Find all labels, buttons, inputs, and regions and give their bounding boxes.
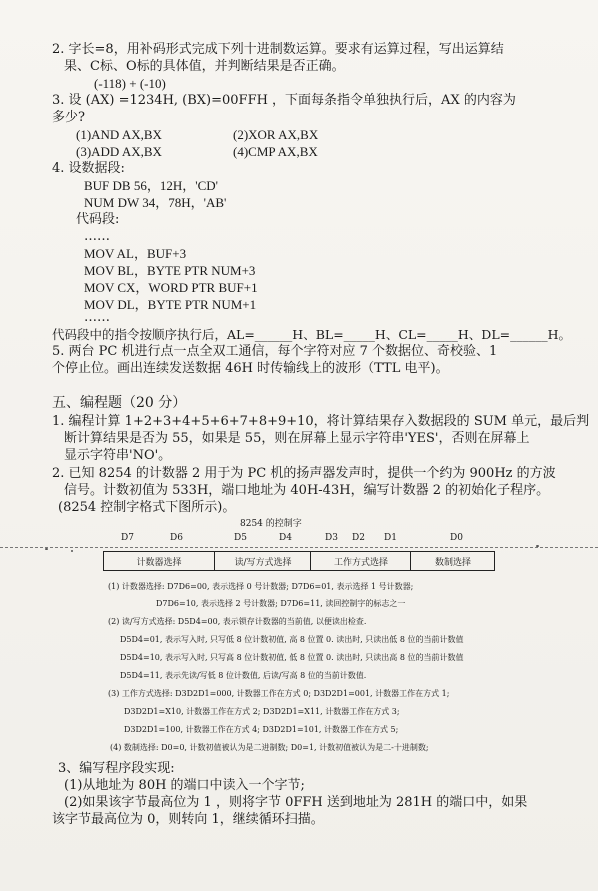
bit-label-d3: D3 (325, 533, 338, 543)
q3-option-4: (4)CMP AX,BX (233, 144, 318, 159)
field-counter-select: 计数器选择 (136, 557, 182, 568)
q4-title: 4. 设数据段: (52, 161, 125, 176)
note-1b: D7D6=10, 表示选择 2 号计数器; D7D6=11, 读回控制字的标志之一 (156, 599, 406, 608)
p3-title: 3、编写程序段实现: (58, 761, 175, 776)
q3-line-1: 3. 设 (AX) =1234H, (BX)=00FFH ，下面每条指令单独执行后，AX 的内容为 (52, 93, 516, 108)
note-4: (4) 数制选择: D0=0, 计数初值被认为是二进制数; D0=1, 计数初值被认为是二-十进制数; (110, 743, 429, 752)
note-2d: D5D4=11, 表示先读/写低 8 位计数值, 后读/写高 8 位的当前计数值. (120, 671, 367, 680)
q4-instr-2: MOV BL，BYTE PTR NUM+3 (84, 263, 256, 278)
field-rw-mode: 读/写方式选择 (214, 552, 311, 570)
scan-speck (536, 545, 539, 547)
scan-fold-line (0, 547, 598, 548)
q2-line-2: 果、C标、O标的具体值，并判断结果是否正确。 (64, 59, 345, 74)
q3-option-2: (2)XOR AX,BX (233, 127, 319, 142)
q5-line-1: 5. 两台 PC 机进行点一点全双工通信，每个字符对应 7 个数据位、奇校验、1 (52, 344, 498, 359)
p1-line-2: 断计算结果是否为 55，如果是 55，则在屏幕上显示字符串'YES'，否则在屏幕上 (64, 431, 530, 446)
p1-line-3: 显示字符串'NO'。 (64, 448, 172, 463)
note-3b: D3D2D1=X10, 计数器工作在方式 2; D3D2D1=X11, 计数器工作在方式 3; (124, 707, 400, 716)
p3-line-1: (1)从地址为 80H 的端口中读入一个字节; (64, 778, 305, 793)
q4-ellipsis-1: …… (84, 229, 110, 244)
q4-result-line: 代码段中的指令按顺序执行后，AL=______H、BL=_____H、CL=_____H、DL=______H。 (52, 327, 572, 342)
field-number-format: 数制选择 (410, 552, 495, 570)
note-3c: D3D2D1=100, 计数器工作在方式 4; D3D2D1=101, 计数器工作在方式 5; (124, 725, 399, 734)
bit-label-d1: D1 (384, 533, 397, 543)
p3-line-3: 该字节最高位为 0，则转向 1，继续循环扫描。 (52, 812, 324, 827)
q2-line-1: 2. 字长=8，用补码形式完成下列十进制数运算。要求有运算过程，写出运算结 (52, 42, 504, 57)
q2-expression: (-118) + (-10) (94, 76, 166, 91)
bit-label-d4: D4 (279, 533, 292, 543)
q4-data-buf: BUF DB 56，12H，'CD' (84, 178, 218, 193)
p2-line-3: (8254 控制字格式下图所示)。 (58, 500, 236, 515)
bit-label-d2: D2 (352, 533, 365, 543)
note-2b: D5D4=01, 表示写入时, 只写低 8 位计数初值, 高 8 位置 0. 读出时, 只读出低 8 位的当前计数值 (120, 635, 464, 644)
q4-instr-1: MOV AL，BUF+3 (84, 246, 187, 261)
q4-instr-4: MOV DL，BYTE PTR NUM+1 (84, 297, 257, 312)
control-word-register (103, 551, 495, 571)
p2-line-1: 2. 已知 8254 的计数器 2 用于为 PC 机的扬声器发声时，提供一个约为 900Hz 的方波 (52, 466, 556, 481)
q4-code-label: 代码段: (76, 212, 120, 227)
section-5-heading: 五、编程题（20 分） (52, 395, 187, 411)
scan-speck (45, 548, 48, 550)
scan-speck (71, 550, 73, 552)
bit-labels (0, 533, 598, 545)
q4-data-num: NUM DW 34，78H，'AB' (84, 195, 227, 210)
note-2a: (2) 读/写方式选择: D5D4=00, 表示锁存计数器的当前值, 以便读出检查. (108, 617, 367, 626)
q5-line-2: 个停止位。画出连续发送数据 46H 时传输线上的波形（TTL 电平)。 (52, 361, 449, 376)
bit-label-d5: D5 (234, 533, 247, 543)
q3-option-1: (1)AND AX,BX (76, 127, 162, 142)
p2-line-2: 信号。计数初值为 533H，端口地址为 40H-43H，编写计数器 2 的初始化子程序。 (64, 483, 550, 498)
p1-line-1: 1. 编程计算 1+2+3+4+5+6+7+8+9+10，将计算结果存入数据段的 SUM 单元，最后判 (52, 414, 590, 429)
q4-instr-3: MOV CX，WORD PTR BUF+1 (84, 280, 258, 295)
field-work-mode: 工作方式选择 (310, 552, 411, 570)
figure-caption: 8254 的控制字 (240, 519, 302, 529)
q4-ellipsis-2: …… (84, 310, 110, 325)
note-3a: (3) 工作方式选择: D3D2D1=000, 计数器工作在方式 0; D3D2D1=001, 计数器工作在方式 1; (108, 689, 450, 698)
note-2c: D5D4=10, 表示写入时, 只写高 8 位计数初值, 低 8 位置 0. 读出时, 只读出高 8 位的当前计数值 (120, 653, 464, 662)
q3-line-2: 多少? (52, 110, 85, 125)
p3-line-2: (2)如果该字节最高位为 1 ，则将字节 0FFH 送到地址为 281H 的端口中，如果 (64, 795, 528, 810)
note-1a: (1) 计数器选择: D7D6=00, 表示选择 0 号计数器; D7D6=01, 表示选择 1 号计数器; (108, 582, 414, 591)
bit-label-d6: D6 (170, 533, 183, 543)
q3-option-3: (3)ADD AX,BX (76, 144, 162, 159)
bit-label-d7: D7 (121, 533, 134, 543)
bit-label-d0: D0 (450, 533, 463, 543)
